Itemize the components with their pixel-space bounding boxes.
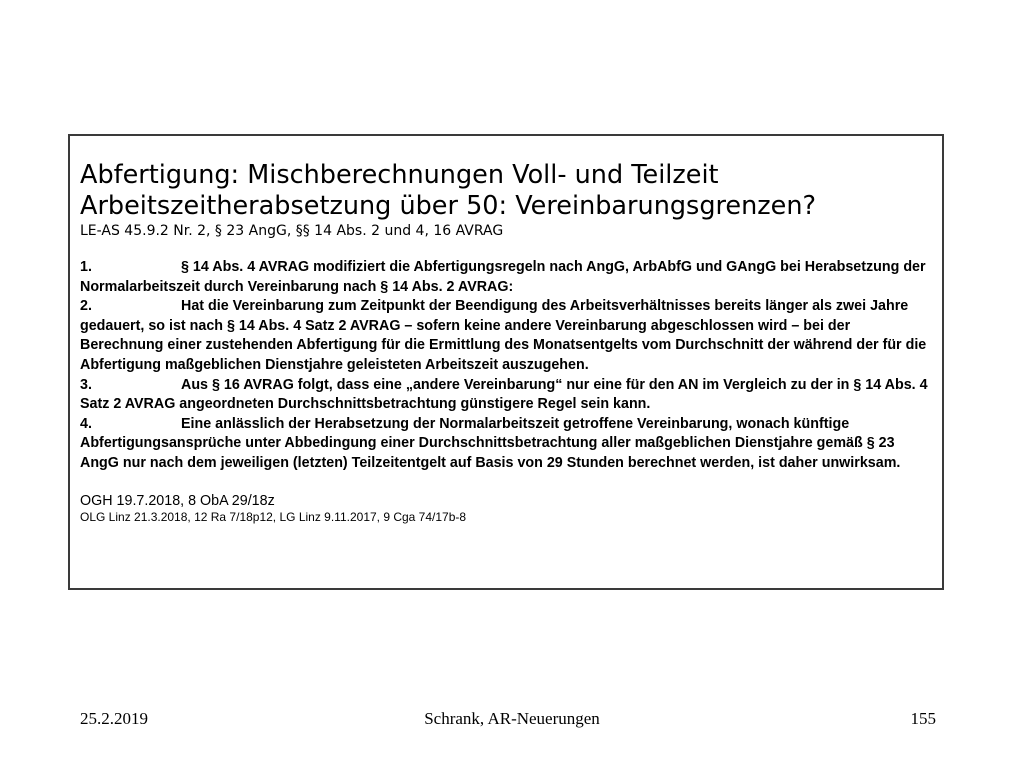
point-text: § 14 Abs. 4 AVRAG modifiziert die Abfertigungsregeln nach AngG, ArbAbfG und GAngG bei Herabsetzung der Normalarbeitszeit durch Vereinbarung nach § 14 Abs. 2 AVRAG: xyxy=(80,259,926,295)
lower-court-reference: OLG Linz 21.3.2018, 12 Ra 7/18p12, LG Linz 9.11.2017, 9 Cga 74/17b-8 xyxy=(80,509,467,524)
point-text: Hat die Vereinbarung zum Zeitpunkt der Beendigung des Arbeitsverhältnisses bereits länger als zwei Jahre gedauert, so ist nach § 14 Abs. 4 Satz 2 AVRAG – sofern keine andere Vereinbarung abgeschlossen wird – bei der Berechnung einer zustehenden Abfertigung für die Ermittlung des Monatsentgelts vom Durchschnitt der während der für die Abfertigung maßgeblichen Dienstjahre geleisteten Arbeitszeit auszugehen. xyxy=(80,298,927,373)
point-text: Eine anlässlich der Herabsetzung der Normalarbeitszeit getroffene Vereinbarung, wonach künftige Abfertigungsansprüche unter Abbedingung einer Durchschnittsbetrachtung aller maßgeblichen Dienstjahre gemäß § 23 AngG nur nach dem jeweiligen (letzten) Teilzeitentgelt auf Basis von 29 Stunden berechnet werden, ist daher unwirksam. xyxy=(80,415,901,471)
slide-title-line-1: Abfertigung: Mischberechnungen Voll- und Teilzeit xyxy=(80,160,719,190)
point-number: 2. xyxy=(80,298,92,315)
point-item xyxy=(80,376,930,415)
points-list xyxy=(80,258,930,474)
point-number: 4. xyxy=(80,415,92,432)
point-item xyxy=(80,258,930,297)
point-text: Aus § 16 AVRAG folgt, dass eine „andere Vereinbarung“ nur eine für den AN im Vergleich zu der in § 14 Abs. 4 Satz 2 AVRAG angeordneten Durchschnittsbetrachtung günstigere Regel sein kann. xyxy=(80,376,928,413)
court-reference: OGH 19.7.2018, 8 ObA 29/18z xyxy=(80,492,275,509)
point-item xyxy=(80,415,930,474)
footer-date: 25.2.2019 xyxy=(80,709,148,728)
footer-page-number: 155 xyxy=(910,709,936,728)
slide-title-line-2: Arbeitszeitherabsetzung über 50: Vereinbarungsgrenzen? xyxy=(80,191,817,221)
point-item xyxy=(80,297,930,375)
footer-title: Schrank, AR-Neuerungen xyxy=(424,709,600,728)
slide-content-box xyxy=(68,134,944,590)
point-number: 1. xyxy=(80,259,92,275)
point-number: 3. xyxy=(80,376,92,393)
legal-citation: LE-AS 45.9.2 Nr. 2, § 23 AngG, §§ 14 Abs. 2 und 4, 16 AVRAG xyxy=(80,223,504,239)
